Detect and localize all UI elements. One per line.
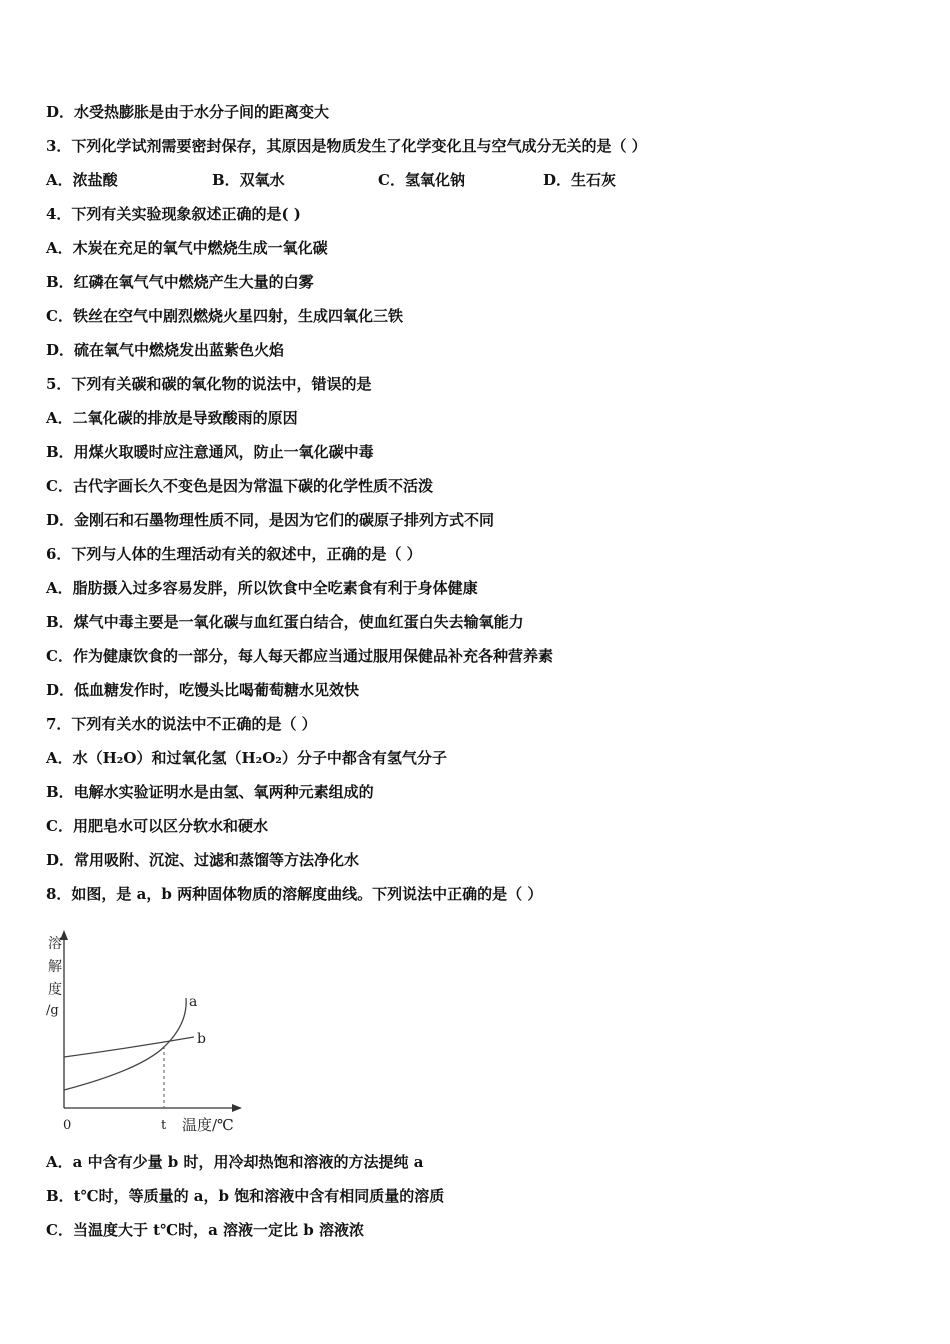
- q7-stem: 7．下列有关水的说法中不正确的是（ ）: [46, 715, 317, 733]
- q2-option-d: D．水受热膨胀是由于水分子间的距离变大: [46, 103, 330, 121]
- curve-b-label: b: [197, 1031, 206, 1047]
- q5-option-c: C．古代字画长久不变色是因为常温下碳的化学性质不活泼: [46, 477, 433, 495]
- q6-option-a: A．脂肪摄入过多容易发胖，所以饮食中全吃素食有利于身体健康: [46, 579, 478, 597]
- t-label: t: [161, 1118, 167, 1133]
- q5-option-b: B．用煤火取暖时应注意通风，防止一氧化碳中毒: [46, 443, 374, 461]
- q3-option-a: A．浓盐酸: [46, 171, 118, 189]
- q6-option-d: D．低血糖发作时，吃馒头比喝葡萄糖水见效快: [46, 681, 360, 699]
- q3-option-d: D．生石灰: [543, 171, 617, 189]
- curve-a-label: a: [189, 994, 198, 1010]
- q6-stem: 6．下列与人体的生理活动有关的叙述中，正确的是（ ）: [46, 545, 422, 563]
- q8-option-c: C．当温度大于 t℃时，a 溶液一定比 b 溶液浓: [46, 1221, 364, 1239]
- solubility-curve-figure: [40, 930, 260, 1140]
- origin-label: 0: [63, 1118, 72, 1133]
- curve-b: [64, 1037, 194, 1057]
- q5-option-d: D．金刚石和石墨物理性质不同，是因为它们的碳原子排列方式不同: [46, 511, 495, 529]
- q8-option-b: B．t℃时，等质量的 a，b 饱和溶液中含有相同质量的溶质: [46, 1187, 445, 1205]
- q4-option-c: C．铁丝在空气中剧烈燃烧火星四射，生成四氧化三铁: [46, 307, 403, 325]
- q6-option-b: B．煤气中毒主要是一氧化碳与血红蛋白结合，使血红蛋白失去输氧能力: [46, 613, 524, 631]
- q3-option-b: B．双氧水: [212, 171, 285, 189]
- q7-option-d: D．常用吸附、沉淀、过滤和蒸馏等方法净化水: [46, 851, 360, 869]
- curve-a: [64, 998, 186, 1090]
- x-axis-arrow: [232, 1104, 242, 1112]
- q5-option-a: A．二氧化碳的排放是导致酸雨的原因: [46, 409, 298, 427]
- q8-option-a: A．a 中含有少量 b 时，用冷却热饱和溶液的方法提纯 a: [46, 1153, 424, 1171]
- q5-stem: 5．下列有关碳和碳的氧化物的说法中，错误的是: [46, 375, 372, 393]
- q7-option-c: C．用肥皂水可以区分软水和硬水: [46, 817, 268, 835]
- q3-stem: 3．下列化学试剂需要密封保存，其原因是物质发生了化学变化且与空气成分无关的是（ ）: [46, 137, 647, 155]
- q7-option-a: A．水（H₂O）和过氧化氢（H₂O₂）分子中都含有氢气分子: [46, 749, 447, 767]
- q7-option-b: B．电解水实验证明水是由氢、氧两种元素组成的: [46, 783, 374, 801]
- x-axis-label: 温度/℃: [182, 1116, 234, 1134]
- y-label-3: 度: [48, 982, 62, 998]
- q4-stem: 4．下列有关实验现象叙述正确的是( ): [46, 205, 301, 223]
- q4-option-b: B．红磷在氧气气中燃烧产生大量的白雾: [46, 273, 314, 291]
- y-label-1: 溶: [48, 936, 62, 952]
- q4-option-d: D．硫在氧气中燃烧发出蓝紫色火焰: [46, 341, 285, 359]
- q8-stem: 8．如图，是 a，b 两种固体物质的溶解度曲线。下列说法中正确的是（ ）: [46, 885, 543, 903]
- y-label-2: 解: [48, 959, 62, 975]
- q3-option-c: C．氢氧化钠: [378, 171, 465, 189]
- y-label-4: /g: [46, 1003, 59, 1018]
- q4-option-a: A．木炭在充足的氧气中燃烧生成一氧化碳: [46, 239, 328, 257]
- q6-option-c: C．作为健康饮食的一部分，每人每天都应当通过服用保健品补充各种营养素: [46, 647, 553, 665]
